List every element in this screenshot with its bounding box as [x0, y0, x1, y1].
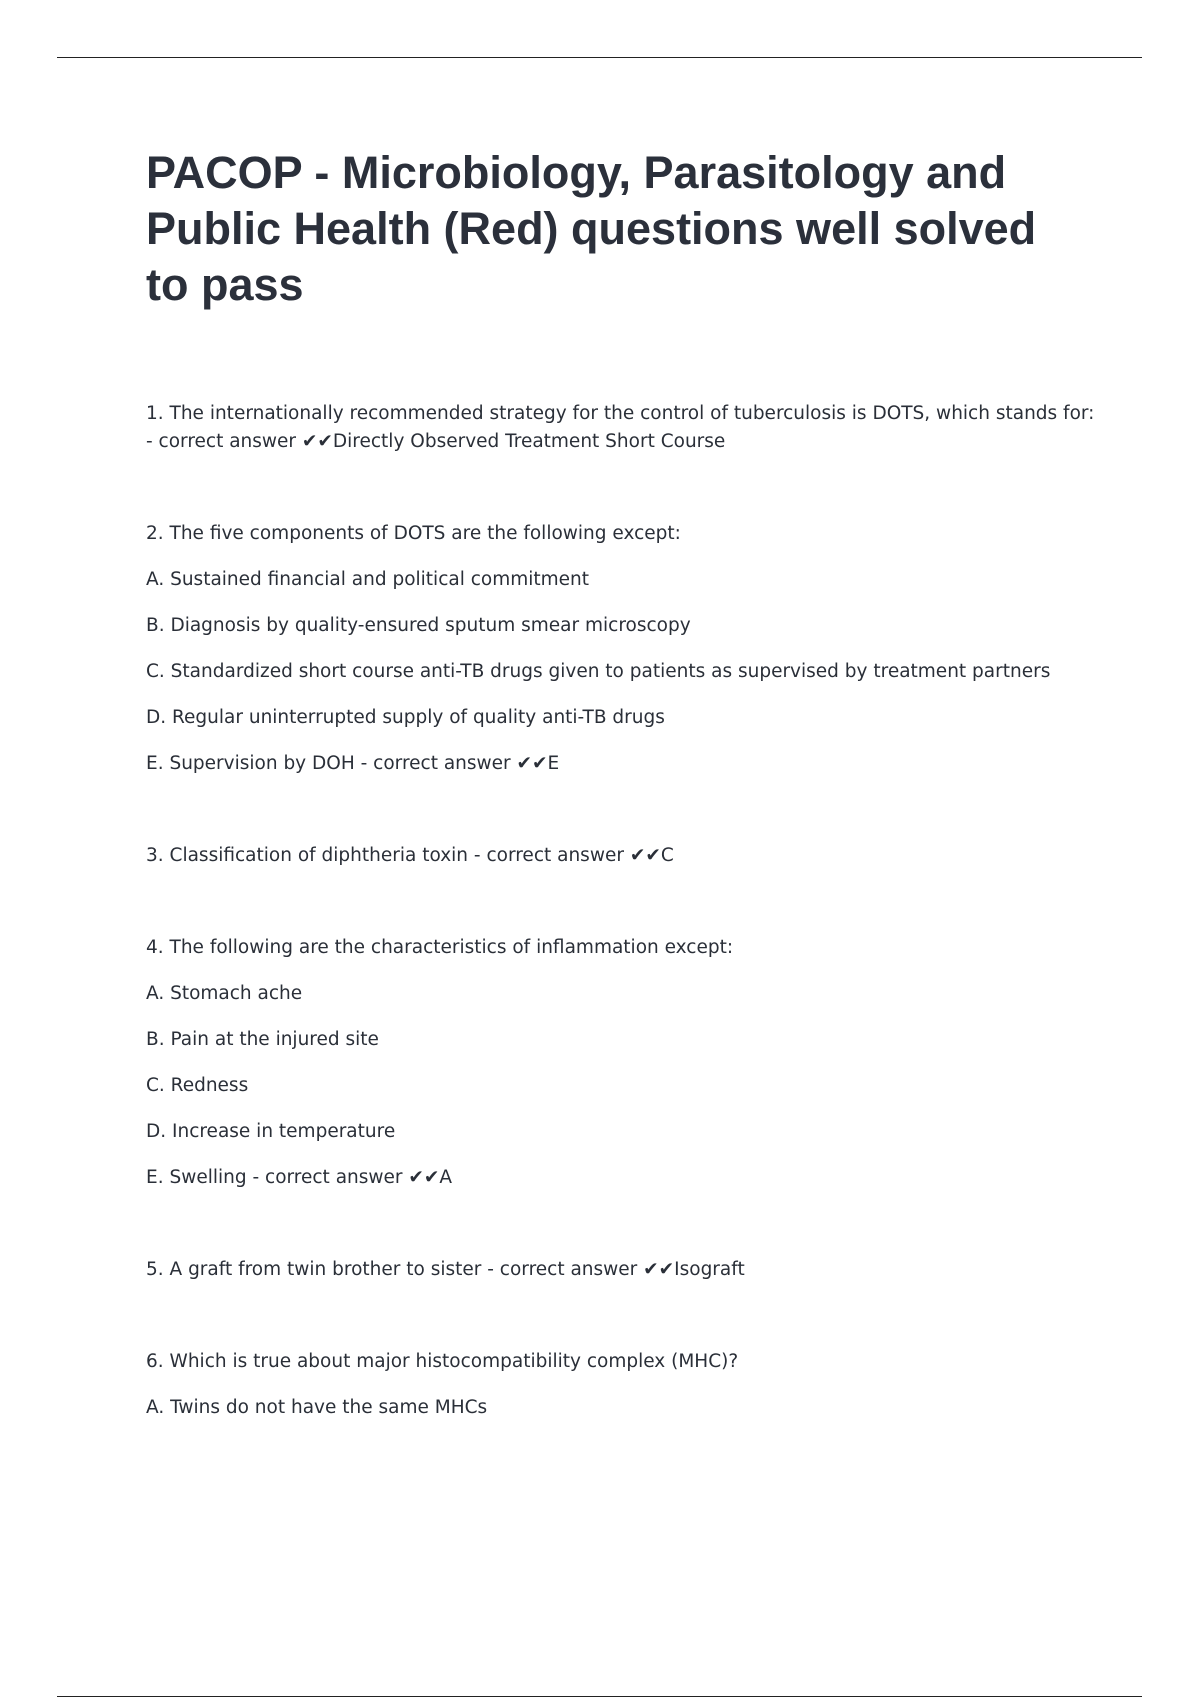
question-2-option-c: C. Standardized short course anti-TB drugs given to patients as supervised by treatment partners [146, 661, 1051, 682]
question-2-option-d: D. Regular uninterrupted supply of quality anti-TB drugs [146, 707, 665, 728]
question-4-option-d: D. Increase in temperature [146, 1121, 396, 1142]
question-2-option-e-answer: E. Supervision by DOH - correct answer ✔✔E [146, 753, 560, 774]
question-4-option-c: C. Redness [146, 1075, 249, 1096]
question-5-text: 5. A graft from twin brother to sister - correct answer ✔✔Isograft [146, 1259, 745, 1280]
document-title: PACOP - Microbiology, Parasitology and Public Health (Red) questions well solved to pass [146, 147, 1037, 310]
question-2 [146, 520, 1096, 778]
question-6-option-a: A. Twins do not have the same MHCs [146, 1397, 488, 1418]
question-4-option-a: A. Stomach ache [146, 983, 303, 1004]
question-4-stem: 4. The following are the characteristics of inflammation except: [146, 937, 734, 958]
question-1-text: 1. The internationally recommended strategy for the control of tuberculosis is DOTS, which stands for: - correct answer ✔✔Directly Observed Treatment Short Course [146, 403, 1095, 452]
question-3 [146, 842, 1096, 870]
question-1 [146, 400, 1096, 456]
top-rule [57, 57, 1142, 58]
question-2-option-a: A. Sustained financial and political commitment [146, 569, 590, 590]
question-2-stem: 2. The five components of DOTS are the following except: [146, 523, 681, 544]
question-4-option-b: B. Pain at the injured site [146, 1029, 379, 1050]
bottom-rule [57, 1696, 1142, 1697]
question-6-stem: 6. Which is true about major histocompatibility complex (MHC)? [146, 1351, 739, 1372]
question-5 [146, 1256, 1096, 1284]
question-4-option-e-answer: E. Swelling - correct answer ✔✔A [146, 1167, 453, 1188]
question-list [146, 400, 1096, 1486]
question-3-text: 3. Classification of diphtheria toxin - correct answer ✔✔C [146, 845, 674, 866]
question-4 [146, 934, 1096, 1192]
question-2-option-b: B. Diagnosis by quality-ensured sputum smear microscopy [146, 615, 691, 636]
question-6 [146, 1348, 1096, 1422]
